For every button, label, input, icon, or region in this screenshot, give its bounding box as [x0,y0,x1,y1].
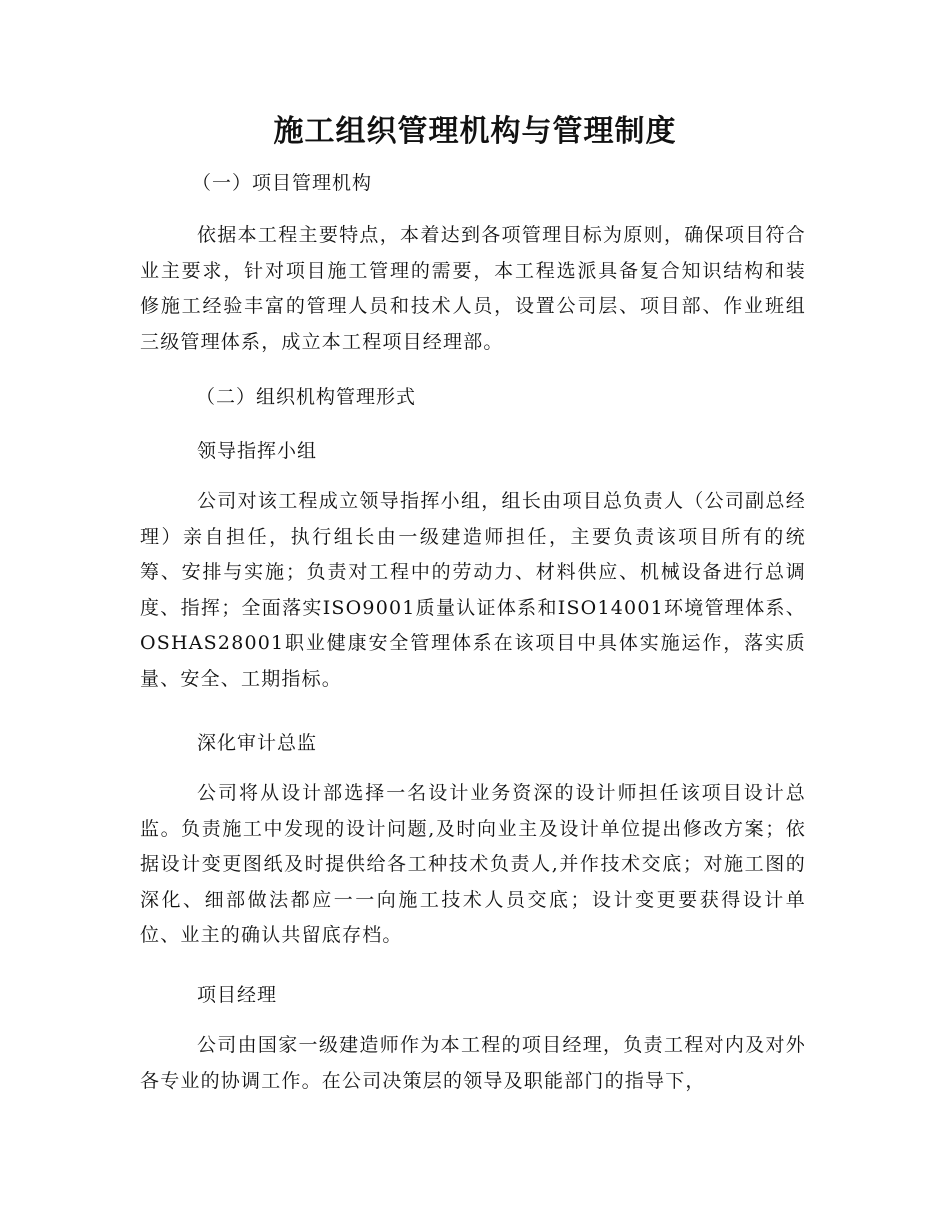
paragraph-project-manager: 公司由国家一级建造师作为本工程的项目经理，负责工程对内及对外各专业的协调工作。在公司决策层的领导及职能部门的指导下， [140,1034,806,1092]
paragraph-leadership-group: 公司对该工程成立领导指挥小组，组长由项目总负责人（公司副总经理）亲自担任，执行组长由一级建造师担任，主要负责该项目所有的统筹、安排与实施；负责对工程中的劳动力、材料供应、机械设备进行总调度、指挥；全面落实ISO9001质量认证体系和ISO14001环境管理体系、OSHAS28001职业健康安全管理体系在该项目中具体实施运作，落实质量、安全、工期指标。 [140,490,806,690]
document-title: 施工组织管理机构与管理制度 [273,114,677,149]
section-heading-organization-form: （二）组织机构管理形式 [196,386,417,408]
subheading-project-manager: 项目经理 [197,984,278,1006]
paragraph-project-management: 依据本工程主要特点，本着达到各项管理目标为原则，确保项目符合业主要求，针对项目施工管理的需要，本工程选派具备复合知识结构和装修施工经验丰富的管理人员和技术人员，设置公司层、项目部、作业班组三级管理体系，成立本工程项目经理部。 [140,224,806,353]
section-heading-project-management: （一）项目管理机构 [192,172,373,194]
paragraph-design-director: 公司将从设计部选择一名设计业务资深的设计师担任该项目设计总监。负责施工中发现的设计问题,及时向业主及设计单位提出修改方案；依据设计变更图纸及时提供给各工种技术负责人,并作技术交底；对施工图的深化、细部做法都应一一向施工技术人员交底；设计变更要获得设计单位、业主的确认共留底存档。 [140,782,806,946]
subheading-design-director: 深化审计总监 [197,732,318,754]
subheading-leadership-group: 领导指挥小组 [197,440,318,462]
